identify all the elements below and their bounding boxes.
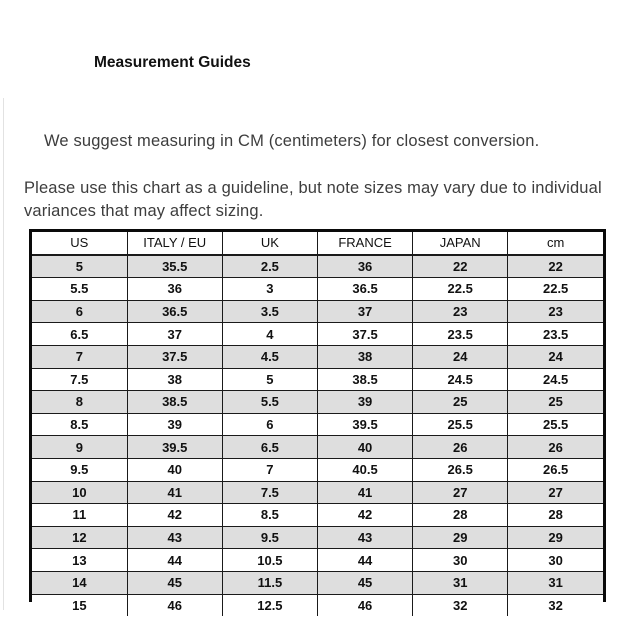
cell-france: 37: [317, 300, 412, 323]
cell-france: 45: [317, 571, 412, 594]
cell-us: 5.5: [32, 278, 127, 301]
cell-italy-eu: 37: [127, 323, 222, 346]
table-row: [32, 594, 603, 616]
cell-italy-eu: 43: [127, 526, 222, 549]
cell-uk: 9.5: [222, 526, 317, 549]
cell-us: 14: [32, 571, 127, 594]
cell-france: 40: [317, 436, 412, 459]
cell-uk: 4.5: [222, 345, 317, 368]
cell-us: 7: [32, 345, 127, 368]
cell-cm: 28: [508, 504, 603, 527]
column-header-uk: UK: [222, 232, 317, 255]
cell-france: 37.5: [317, 323, 412, 346]
cell-france: 39: [317, 391, 412, 414]
cell-italy-eu: 38: [127, 368, 222, 391]
cell-us: 12: [32, 526, 127, 549]
cell-cm: 23: [508, 300, 603, 323]
cell-uk: 3.5: [222, 300, 317, 323]
cell-cm: 25: [508, 391, 603, 414]
table-row: [32, 345, 603, 368]
cell-japan: 23: [413, 300, 508, 323]
cell-japan: 27: [413, 481, 508, 504]
cell-uk: 2.5: [222, 255, 317, 278]
cell-japan: 25.5: [413, 413, 508, 436]
page-title: Measurement Guides: [94, 54, 251, 71]
cell-cm: 26.5: [508, 458, 603, 481]
cell-france: 41: [317, 481, 412, 504]
cell-cm: 26: [508, 436, 603, 459]
table-row: [32, 571, 603, 594]
cell-france: 36.5: [317, 278, 412, 301]
cell-japan: 32: [413, 594, 508, 616]
guideline-note: Please use this chart as a guideline, but note sizes may vary due to individual variances that may affect sizing.: [24, 179, 602, 220]
cell-uk: 6.5: [222, 436, 317, 459]
table-row: [32, 458, 603, 481]
cell-japan: 26: [413, 436, 508, 459]
table-row: [32, 323, 603, 346]
cell-cm: 24.5: [508, 368, 603, 391]
cell-uk: 4: [222, 323, 317, 346]
cell-cm: 31: [508, 571, 603, 594]
cell-uk: 7: [222, 458, 317, 481]
cell-cm: 22.5: [508, 278, 603, 301]
table-row: [32, 526, 603, 549]
cell-uk: 5.5: [222, 391, 317, 414]
table-row: [32, 278, 603, 301]
cell-france: 39.5: [317, 413, 412, 436]
cell-france: 43: [317, 526, 412, 549]
cell-japan: 23.5: [413, 323, 508, 346]
cell-uk: 10.5: [222, 549, 317, 572]
table-row: [32, 300, 603, 323]
column-header-france: FRANCE: [317, 232, 412, 255]
cell-us: 6: [32, 300, 127, 323]
cell-us: 7.5: [32, 368, 127, 391]
table-row: [32, 436, 603, 459]
size-conversion-table: [32, 232, 603, 616]
cell-italy-eu: 39: [127, 413, 222, 436]
cell-italy-eu: 36.5: [127, 300, 222, 323]
cell-italy-eu: 42: [127, 504, 222, 527]
cell-us: 9.5: [32, 458, 127, 481]
cell-japan: 22: [413, 255, 508, 278]
cell-us: 9: [32, 436, 127, 459]
column-header-italy-eu: ITALY / EU: [127, 232, 222, 255]
cell-us: 10: [32, 481, 127, 504]
cell-france: 38: [317, 345, 412, 368]
column-header-us: US: [32, 232, 127, 255]
cell-us: 15: [32, 594, 127, 616]
cell-uk: 5: [222, 368, 317, 391]
cell-japan: 25: [413, 391, 508, 414]
cell-cm: 23.5: [508, 323, 603, 346]
table-row: [32, 504, 603, 527]
cell-italy-eu: 38.5: [127, 391, 222, 414]
cell-france: 36: [317, 255, 412, 278]
cell-cm: 22: [508, 255, 603, 278]
cell-japan: 22.5: [413, 278, 508, 301]
cell-france: 38.5: [317, 368, 412, 391]
cell-italy-eu: 37.5: [127, 345, 222, 368]
cell-italy-eu: 41: [127, 481, 222, 504]
cell-france: 44: [317, 549, 412, 572]
cell-japan: 29: [413, 526, 508, 549]
cell-france: 46: [317, 594, 412, 616]
cell-japan: 24.5: [413, 368, 508, 391]
cell-italy-eu: 44: [127, 549, 222, 572]
cell-japan: 30: [413, 549, 508, 572]
cell-france: 40.5: [317, 458, 412, 481]
cell-japan: 28: [413, 504, 508, 527]
cell-cm: 24: [508, 345, 603, 368]
table-row: [32, 481, 603, 504]
table-row: [32, 255, 603, 278]
cell-cm: 25.5: [508, 413, 603, 436]
cell-italy-eu: 46: [127, 594, 222, 616]
cell-france: 42: [317, 504, 412, 527]
table-row: [32, 549, 603, 572]
table-row: [32, 368, 603, 391]
content-divider: [3, 98, 4, 610]
cell-us: 11: [32, 504, 127, 527]
cell-italy-eu: 36: [127, 278, 222, 301]
cell-italy-eu: 40: [127, 458, 222, 481]
table-row: [32, 391, 603, 414]
size-chart: [29, 229, 606, 613]
cell-cm: 32: [508, 594, 603, 616]
cell-uk: 7.5: [222, 481, 317, 504]
cell-us: 6.5: [32, 323, 127, 346]
table-header-row: [32, 232, 603, 255]
cell-us: 5: [32, 255, 127, 278]
cell-uk: 3: [222, 278, 317, 301]
cell-japan: 31: [413, 571, 508, 594]
cell-japan: 26.5: [413, 458, 508, 481]
cell-cm: 29: [508, 526, 603, 549]
cell-us: 13: [32, 549, 127, 572]
cell-cm: 27: [508, 481, 603, 504]
cell-uk: 6: [222, 413, 317, 436]
cell-japan: 24: [413, 345, 508, 368]
cell-us: 8.5: [32, 413, 127, 436]
table-row: [32, 413, 603, 436]
column-header-cm: cm: [508, 232, 603, 255]
cell-us: 8: [32, 391, 127, 414]
cell-uk: 8.5: [222, 504, 317, 527]
column-header-japan: JAPAN: [413, 232, 508, 255]
measurement-suggestion: We suggest measuring in CM (centimeters) for closest conversion.: [44, 132, 540, 150]
cell-uk: 11.5: [222, 571, 317, 594]
cell-italy-eu: 39.5: [127, 436, 222, 459]
cell-cm: 30: [508, 549, 603, 572]
cell-italy-eu: 45: [127, 571, 222, 594]
cell-italy-eu: 35.5: [127, 255, 222, 278]
cell-uk: 12.5: [222, 594, 317, 616]
